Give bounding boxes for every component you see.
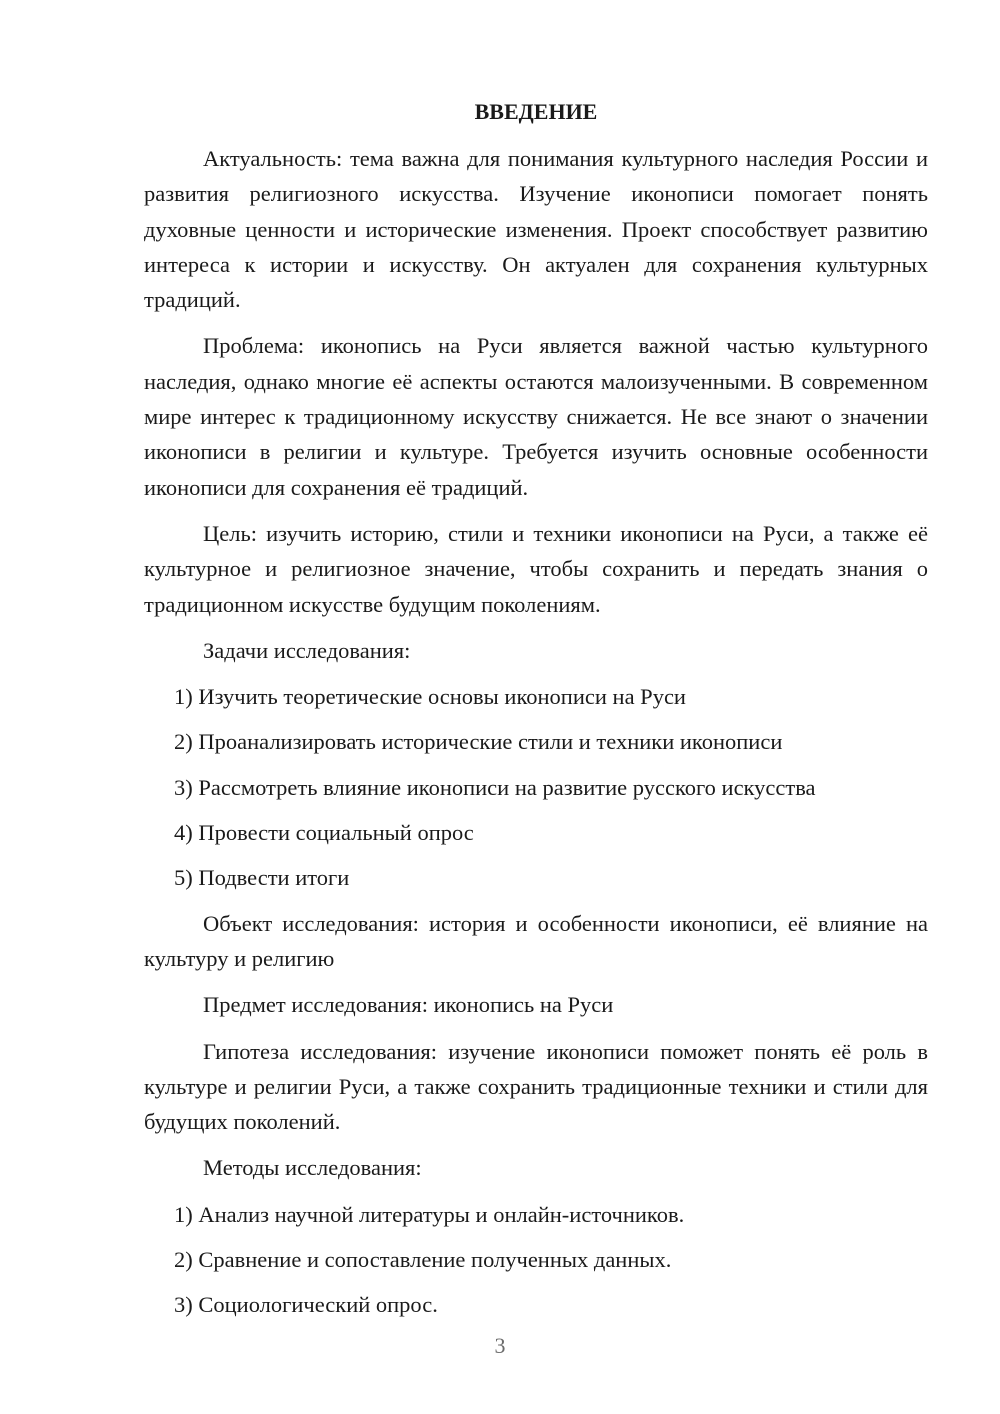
task-item: 1) Изучить теоретические основы иконописи на Руси [174,684,686,710]
page-number: 3 [494,1333,506,1358]
document-page [144,94,928,1333]
task-item: 2) Проанализировать исторические стили и техники иконописи [174,729,783,755]
task-item: 5) Подвести итоги [174,865,350,891]
object-paragraph: Объект исследования: история и особенности иконописи, её влияние на культуру и религию [144,910,928,971]
methods-heading: Методы исследования: [203,1155,422,1181]
tasks-heading: Задачи исследования: [203,637,411,663]
subject-paragraph: Предмет исследования: иконопись на Руси [203,992,614,1018]
goal-paragraph: Цель: изучить историю, стили и техники иконописи на Руси, а также её культурное и религиозное значение, чтобы сохранить и передать знания о традиционном искусстве будущим поколениям. [144,520,928,617]
problem-paragraph: Проблема: иконопись на Руси является важной частью культурного наследия, однако многие её аспекты остаются малоизученными. В современном мире интерес к традиционному искусству снижается. Не все знают о значении иконописи в религии и культуре. Требуется изучить основные особенности иконописи для сохранения её традиций. [144,333,928,500]
task-item: 3) Рассмотреть влияние иконописи на развитие русского искусства [174,774,816,800]
section-heading: ВВЕДЕНИЕ [474,99,598,124]
method-item: 1) Анализ научной литературы и онлайн-источников. [174,1201,685,1227]
method-item: 3) Социологический опрос. [174,1292,438,1318]
task-item: 4) Провести социальный опрос [174,820,474,846]
hypothesis-paragraph: Гипотеза исследования: изучение иконописи поможет понять её роль в культуре и религии Руси, а также сохранить традиционные техники и стили для будущих поколений. [144,1038,928,1135]
relevance-paragraph: Актуальность: тема важна для понимания культурного наследия России и развития религиозного искусства. Изучение иконописи помогает понять духовные ценности и исторические изменения. Проект способствует развитию интереса к истории и искусству. Он актуален для сохранения культурных традиций. [144,146,928,313]
method-item: 2) Сравнение и сопоставление полученных данных. [174,1247,672,1273]
